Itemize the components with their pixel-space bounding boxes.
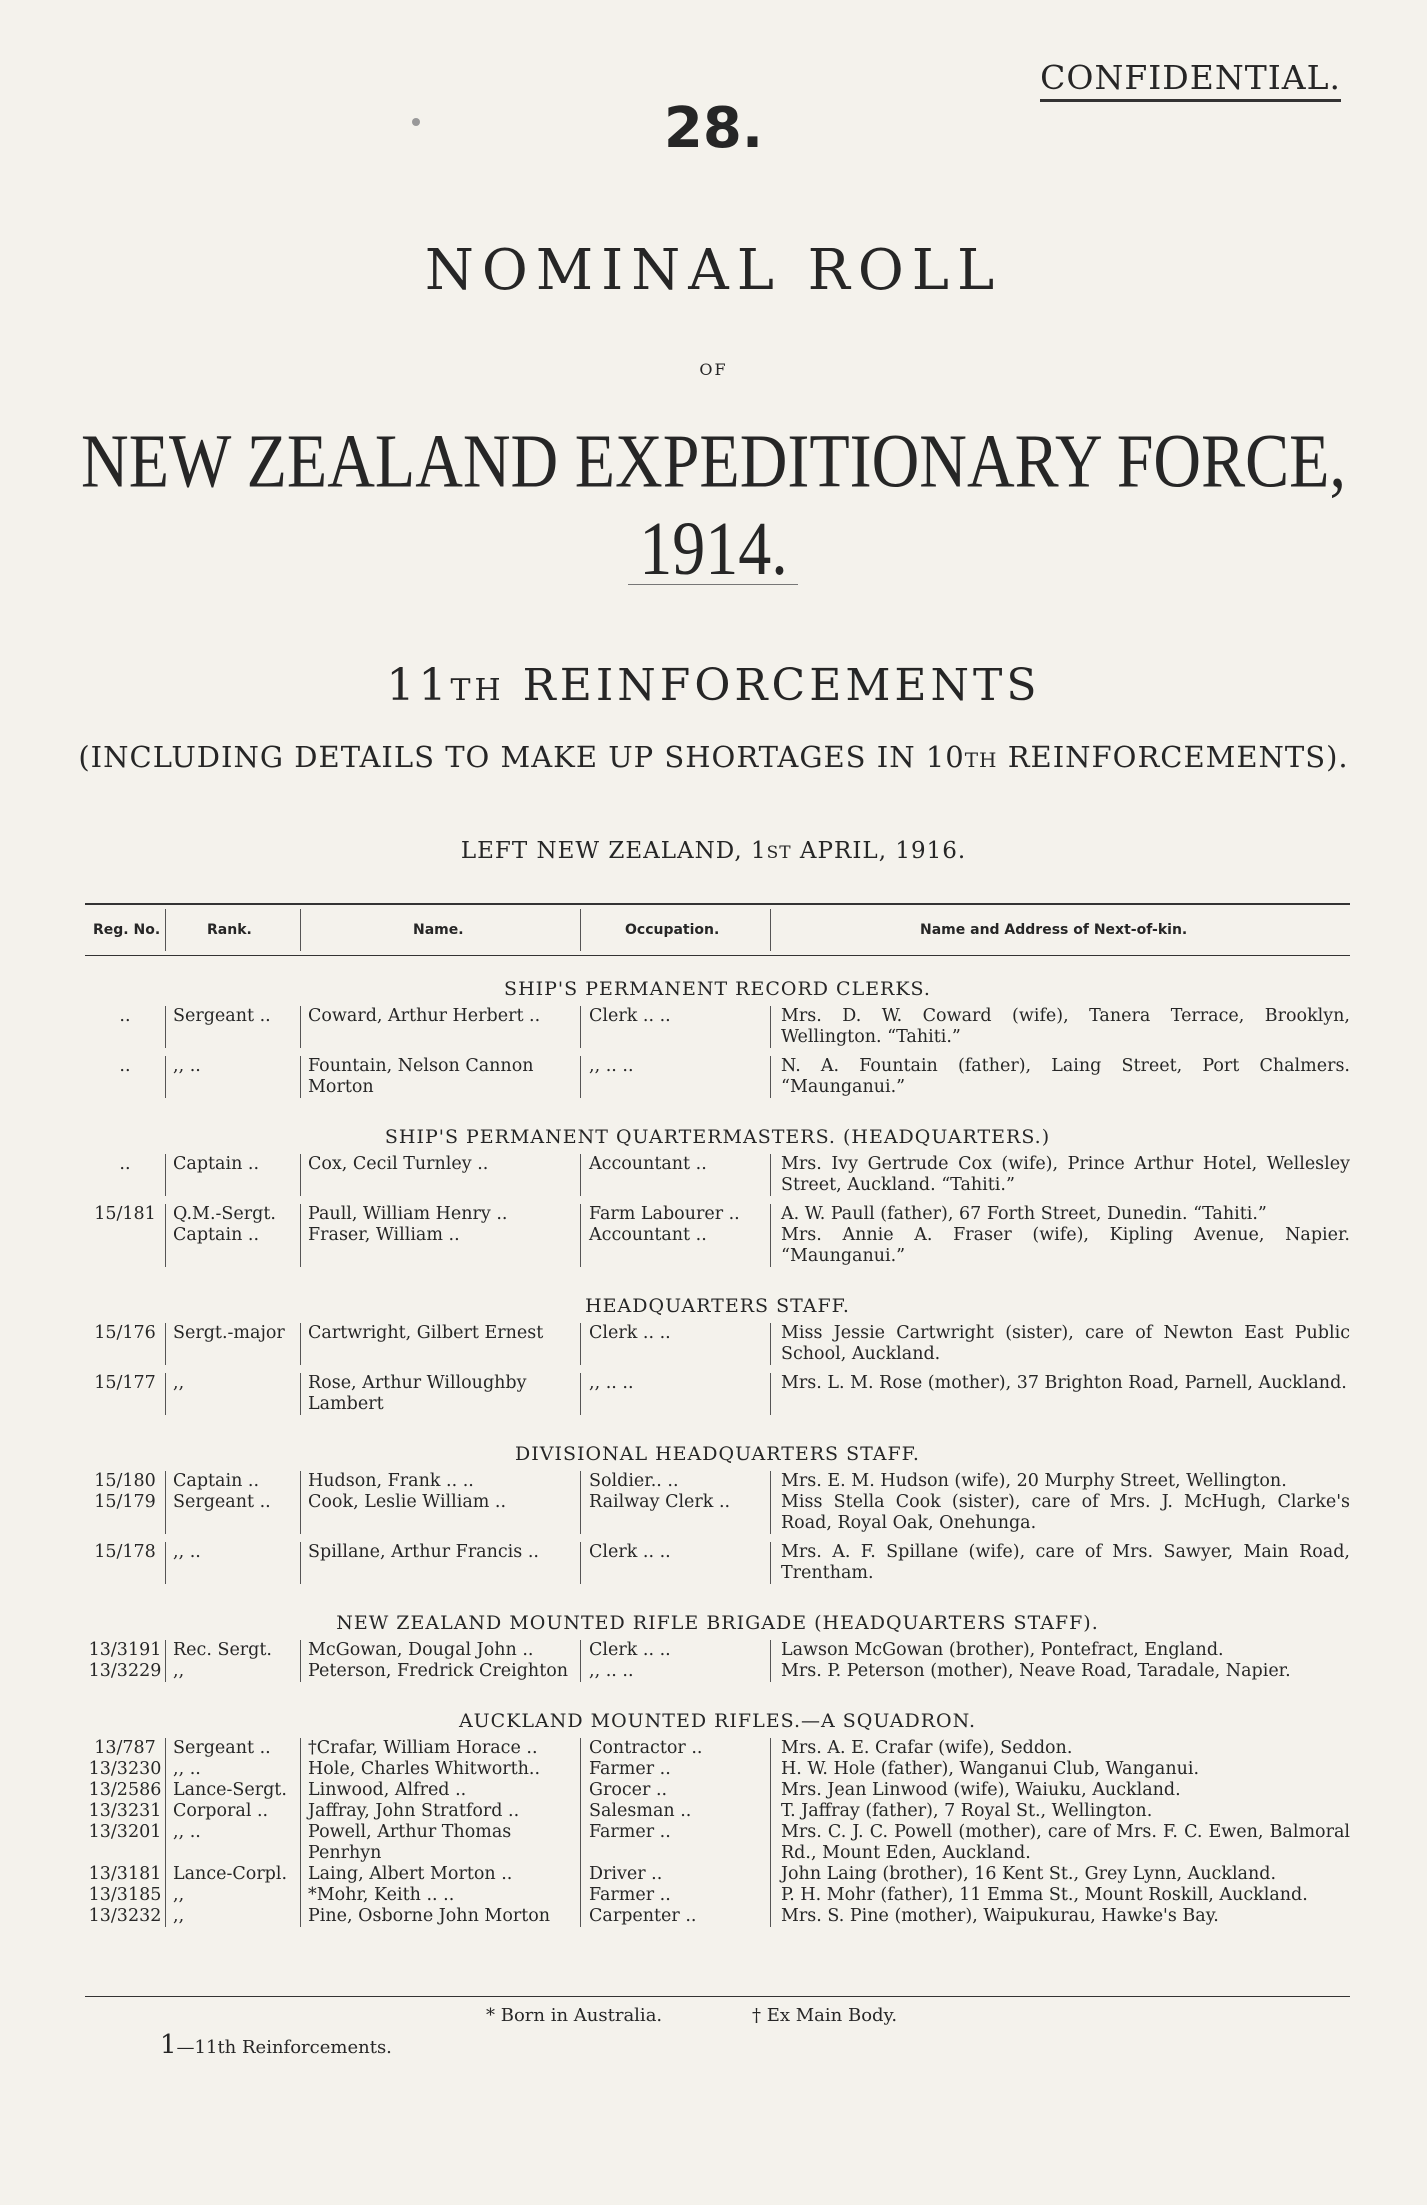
- rank: ,, ..: [165, 1542, 300, 1584]
- next-of-kin: Lawson McGowan (brother), Pontefract, England.: [770, 1640, 1350, 1661]
- col-reg: Reg. No.: [93, 922, 161, 938]
- footer-number: 1: [160, 2030, 177, 2060]
- reg-number: 13/3201: [88, 1822, 162, 1842]
- occupation: Carpenter ..: [580, 1906, 770, 1927]
- departure-day: 1: [750, 838, 767, 864]
- table-row: [85, 1492, 1350, 1534]
- next-of-kin: Mrs. P. Peterson (mother), Neave Road, Taradale, Napier.: [770, 1661, 1350, 1682]
- subtitle2-ordinal: TH: [964, 748, 998, 772]
- title-force: NEW ZEALAND EXPEDITIONARY FORCE, 1914.: [81, 419, 1346, 592]
- col-name: Name.: [413, 922, 464, 938]
- confidential-stamp: CONFIDENTIAL.: [1040, 58, 1341, 102]
- occupation: Clerk .. ..: [580, 1323, 770, 1365]
- occupation: ,, .. ..: [580, 1056, 770, 1098]
- footnote-rule: [85, 1996, 1350, 1997]
- col-occupation: Occupation.: [625, 922, 720, 938]
- header-divider: [165, 909, 166, 951]
- occupation: Railway Clerk ..: [580, 1492, 770, 1534]
- rank: ,, ..: [165, 1822, 300, 1864]
- occupation: Grocer ..: [580, 1780, 770, 1801]
- soldier-name: Powell, Arthur Thomas Penrhyn: [300, 1822, 580, 1864]
- reg-number: ..: [119, 1056, 131, 1076]
- table-row: [85, 1056, 1350, 1098]
- soldier-name: Cook, Leslie William ..: [300, 1492, 580, 1534]
- subtitle-text: REINFORCEMENTS: [504, 660, 1041, 711]
- next-of-kin: Mrs. A. F. Spillane (wife), care of Mrs. Sawyer, Main Road, Trentham.: [770, 1542, 1350, 1584]
- soldier-name: Spillane, Arthur Francis ..: [300, 1542, 580, 1584]
- table-row: [85, 1225, 1350, 1267]
- soldier-name: Hudson, Frank .. ..: [300, 1471, 580, 1492]
- rank: Lance-Corpl.: [165, 1864, 300, 1885]
- soldier-name: Fountain, Nelson Cannon Morton: [300, 1056, 580, 1098]
- next-of-kin: Mrs. A. E. Crafar (wife), Seddon.: [770, 1738, 1350, 1759]
- table-row: [85, 1154, 1350, 1196]
- soldier-name: Linwood, Alfred ..: [300, 1780, 580, 1801]
- next-of-kin: Mrs. L. M. Rose (mother), 37 Brighton Road, Parnell, Auckland.: [770, 1373, 1350, 1415]
- reg-number: 13/787: [94, 1738, 156, 1758]
- table-row: [85, 1885, 1350, 1906]
- rank: Lance-Sergt.: [165, 1780, 300, 1801]
- departure-post: APRIL, 1916.: [791, 838, 967, 864]
- reg-number: 13/3231: [88, 1801, 162, 1821]
- soldier-name: Jaffray, John Stratford ..: [300, 1801, 580, 1822]
- rank: Sergt.-major: [165, 1323, 300, 1365]
- occupation: Contractor ..: [580, 1738, 770, 1759]
- title-divider: [628, 584, 798, 585]
- table-row: [85, 1738, 1350, 1759]
- subtitle-including: [0, 740, 1427, 774]
- table-row: [85, 1906, 1350, 1927]
- table-row: [85, 1542, 1350, 1584]
- departure-line: [0, 838, 1427, 864]
- nominal-roll-table: [85, 903, 1350, 1927]
- rank: Sergeant ..: [165, 1492, 300, 1534]
- table-header: [85, 905, 1350, 955]
- subtitle-ordinal: TH: [450, 673, 505, 708]
- section-title: AUCKLAND MOUNTED RIFLES.—A SQUADRON.: [458, 1710, 977, 1732]
- table-row: [85, 1204, 1350, 1225]
- soldier-name: Cox, Cecil Turnley ..: [300, 1154, 580, 1196]
- rank: Captain ..: [165, 1471, 300, 1492]
- rank: ,,: [165, 1373, 300, 1415]
- reg-number: ..: [119, 1154, 131, 1174]
- occupation: ,, .. ..: [580, 1661, 770, 1682]
- next-of-kin: Miss Jessie Cartwright (sister), care of Newton East Public School, Auckland.: [770, 1323, 1350, 1365]
- table-row: [85, 1822, 1350, 1864]
- rank: ,, ..: [165, 1056, 300, 1098]
- section-title: SHIP'S PERMANENT QUARTERMASTERS. (HEADQUARTERS.): [384, 1126, 1051, 1148]
- soldier-name: Rose, Arthur Willoughby Lambert: [300, 1373, 580, 1415]
- reg-number: 15/181: [94, 1204, 156, 1224]
- subtitle-number: 11: [386, 660, 451, 711]
- next-of-kin: T. Jaffray (father), 7 Royal St., Wellington.: [770, 1801, 1350, 1822]
- reg-number: 15/176: [94, 1323, 156, 1343]
- section-title: NEW ZEALAND MOUNTED RIFLE BRIGADE (HEADQUARTERS STAFF).: [336, 1612, 1099, 1634]
- next-of-kin: P. H. Mohr (father), 11 Emma St., Mount Roskill, Auckland.: [770, 1885, 1350, 1906]
- rank: ,,: [165, 1661, 300, 1682]
- soldier-name: †Crafar, William Horace ..: [300, 1738, 580, 1759]
- footnote-born-australia: * Born in Australia.: [486, 2005, 663, 2026]
- col-kin: Name and Address of Next-of-kin.: [920, 922, 1188, 938]
- rank: Captain ..: [165, 1154, 300, 1196]
- rank: ,,: [165, 1885, 300, 1906]
- occupation: Farm Labourer ..: [580, 1204, 770, 1225]
- rank: Corporal ..: [165, 1801, 300, 1822]
- section-title: DIVISIONAL HEADQUARTERS STAFF.: [515, 1443, 920, 1465]
- next-of-kin: Mrs. E. M. Hudson (wife), 20 Murphy Street, Wellington.: [770, 1471, 1350, 1492]
- next-of-kin: Mrs. C. J. C. Powell (mother), care of Mrs. F. C. Ewen, Balmoral Rd., Mount Eden, Auckland.: [770, 1822, 1350, 1864]
- soldier-name: Paull, William Henry ..: [300, 1204, 580, 1225]
- reg-number: 13/3229: [88, 1661, 162, 1681]
- subtitle2-number: 10: [925, 740, 965, 774]
- occupation: Farmer ..: [580, 1885, 770, 1906]
- next-of-kin: Mrs. Annie A. Fraser (wife), Kipling Avenue, Napier. “Maunganui.”: [770, 1225, 1350, 1267]
- reg-number: 13/2586: [88, 1780, 162, 1800]
- soldier-name: Pine, Osborne John Morton: [300, 1906, 580, 1927]
- table-header-rule: [85, 955, 1350, 956]
- soldier-name: Hole, Charles Whitworth..: [300, 1759, 580, 1780]
- occupation: Farmer ..: [580, 1822, 770, 1864]
- next-of-kin: Mrs. S. Pine (mother), Waipukurau, Hawke's Bay.: [770, 1906, 1350, 1927]
- occupation: Accountant ..: [580, 1154, 770, 1196]
- soldier-name: Coward, Arthur Herbert ..: [300, 1006, 580, 1048]
- footnote-ex-main-body: † Ex Main Body.: [752, 2005, 898, 2026]
- reg-number: 13/3181: [88, 1864, 162, 1884]
- occupation: Clerk .. ..: [580, 1542, 770, 1584]
- next-of-kin: Mrs. D. W. Coward (wife), Tanera Terrace, Brooklyn, Wellington. “Tahiti.”: [770, 1006, 1350, 1048]
- reg-number: 13/3185: [88, 1885, 162, 1905]
- reg-number: 15/180: [94, 1471, 156, 1491]
- occupation: Farmer ..: [580, 1759, 770, 1780]
- soldier-name: Cartwright, Gilbert Ernest: [300, 1323, 580, 1365]
- soldier-name: Laing, Albert Morton ..: [300, 1864, 580, 1885]
- page-footer: [160, 2030, 392, 2060]
- subtitle-reinforcements: [0, 660, 1427, 711]
- table-row: [85, 1006, 1350, 1048]
- header-divider: [580, 909, 581, 951]
- header-divider: [770, 909, 771, 951]
- soldier-name: Fraser, William ..: [300, 1225, 580, 1267]
- occupation: Accountant ..: [580, 1225, 770, 1267]
- next-of-kin: Mrs. Jean Linwood (wife), Waiuku, Auckland.: [770, 1780, 1350, 1801]
- table-row: [85, 1471, 1350, 1492]
- next-of-kin: Mrs. Ivy Gertrude Cox (wife), Prince Arthur Hotel, Wellesley Street, Auckland. “Tahiti.”: [770, 1154, 1350, 1196]
- page-number: 28.: [663, 96, 764, 161]
- table-row: [85, 1323, 1350, 1365]
- footer-text: —11th Reinforcements.: [176, 2037, 392, 2058]
- rank: Sergeant ..: [165, 1738, 300, 1759]
- soldier-name: McGowan, Dougal John ..: [300, 1640, 580, 1661]
- soldier-name: *Mohr, Keith .. ..: [300, 1885, 580, 1906]
- next-of-kin: N. A. Fountain (father), Laing Street, Port Chalmers. “Maunganui.”: [770, 1056, 1350, 1098]
- reg-number: ..: [119, 1006, 131, 1026]
- col-rank: Rank.: [207, 922, 252, 938]
- subtitle2-pre: (INCLUDING DETAILS TO MAKE UP SHORTAGES IN: [78, 740, 926, 774]
- table-row: [85, 1640, 1350, 1661]
- next-of-kin: H. W. Hole (father), Wanganui Club, Wanganui.: [770, 1759, 1350, 1780]
- rank: ,,: [165, 1906, 300, 1927]
- occupation: ,, .. ..: [580, 1373, 770, 1415]
- subtitle2-post: REINFORCEMENTS).: [997, 740, 1349, 774]
- table-row: [85, 1864, 1350, 1885]
- reg-number: 13/3230: [88, 1759, 162, 1779]
- occupation: Driver ..: [580, 1864, 770, 1885]
- reg-number: 15/179: [94, 1492, 156, 1512]
- rank: Sergeant ..: [165, 1006, 300, 1048]
- departure-ordinal: ST: [766, 843, 792, 863]
- reg-number: [85, 1225, 165, 1267]
- occupation: Salesman ..: [580, 1801, 770, 1822]
- table-body: [85, 978, 1350, 1927]
- reg-number: 13/3232: [88, 1906, 162, 1926]
- departure-pre: LEFT NEW ZEALAND,: [460, 838, 751, 864]
- next-of-kin: John Laing (brother), 16 Kent St., Grey Lynn, Auckland.: [770, 1864, 1350, 1885]
- section-title: HEADQUARTERS STAFF.: [585, 1295, 850, 1317]
- reg-number: 13/3191: [88, 1640, 162, 1660]
- rank: Q.M.-Sergt.: [165, 1204, 300, 1225]
- rank: ,, ..: [165, 1759, 300, 1780]
- rank: Rec. Sergt.: [165, 1640, 300, 1661]
- occupation: Clerk .. ..: [580, 1006, 770, 1048]
- next-of-kin: Miss Stella Cook (sister), care of Mrs. J. McHugh, Clarke's Road, Royal Oak, Onehunga.: [770, 1492, 1350, 1534]
- table-row: [85, 1661, 1350, 1682]
- reg-number: 15/178: [94, 1542, 156, 1562]
- next-of-kin: A. W. Paull (father), 67 Forth Street, Dunedin. “Tahiti.”: [770, 1204, 1350, 1225]
- table-row: [85, 1801, 1350, 1822]
- header-divider: [300, 909, 301, 951]
- title-of: OF: [699, 360, 728, 379]
- occupation: Soldier.. ..: [580, 1471, 770, 1492]
- table-row: [85, 1780, 1350, 1801]
- rank: Captain ..: [165, 1225, 300, 1267]
- section-title: SHIP'S PERMANENT RECORD CLERKS.: [504, 978, 931, 1000]
- occupation: Clerk .. ..: [580, 1640, 770, 1661]
- table-row: [85, 1373, 1350, 1415]
- reg-number: 15/177: [94, 1373, 156, 1393]
- title-nominal-roll: NOMINAL ROLL: [424, 238, 1003, 303]
- table-row: [85, 1759, 1350, 1780]
- soldier-name: Peterson, Fredrick Creighton: [300, 1661, 580, 1682]
